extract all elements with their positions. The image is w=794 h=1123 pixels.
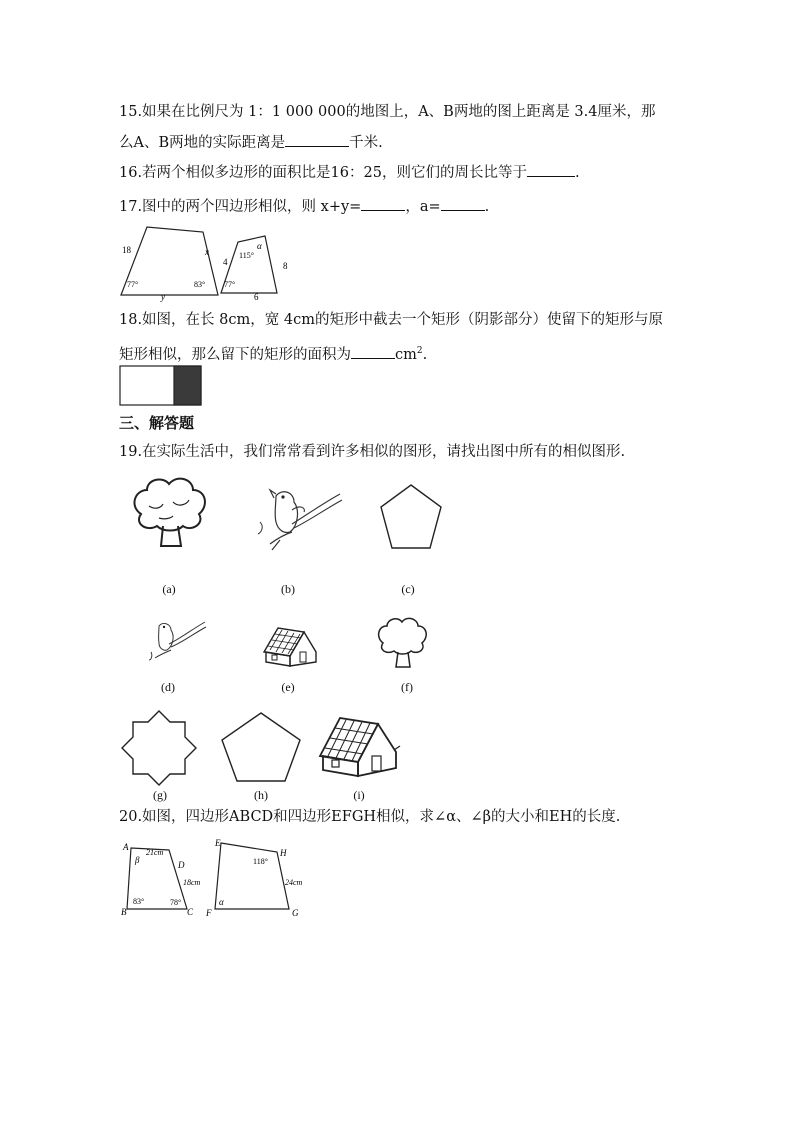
q18-line2 <box>119 342 427 364</box>
q20-label-c: C <box>187 907 194 917</box>
q20-side-24cm: 24cm <box>285 878 303 887</box>
q20-angle-alpha: α <box>219 897 224 907</box>
small-bird-body-icon <box>159 623 174 650</box>
q17-right-angle-115: 115° <box>239 251 254 260</box>
q19-caption-e: (e) <box>281 680 295 694</box>
q19-figure-i-house <box>316 712 402 782</box>
q19-caption-i: (i) <box>353 788 365 802</box>
q19-caption-b: (b) <box>281 582 295 596</box>
q20-label-e: E <box>215 838 221 848</box>
pentagon-small-icon <box>381 485 441 548</box>
q15-line2-text: 么A、B两地的实际距离是 <box>119 135 286 151</box>
small-tree-canopy-icon <box>379 618 427 654</box>
q15-line1: 15.如果在比例尺为 1：1 000 000的地图上，A、B两地的图上距离是 3.4厘米，那 <box>119 104 656 120</box>
q19-line: 19.在实际生活中，我们常常看到许多相似的图形，请找出图中所有的相似图形. <box>119 444 626 460</box>
q17-right-angle-77: 77° <box>224 280 236 289</box>
q17-end: . <box>484 199 490 215</box>
q20-label-b: B <box>121 907 127 917</box>
pentagon-large-icon <box>222 713 300 781</box>
q19-figure-d-bird <box>145 618 207 664</box>
q17-left-angle-77: 77° <box>127 280 139 289</box>
q16-end: . <box>574 165 580 181</box>
q17-right-side-6: 6 <box>254 292 259 302</box>
q19-figure-a-tree <box>129 474 211 552</box>
bird-body-icon <box>275 492 297 533</box>
q16-line <box>119 164 580 182</box>
q20-angle-118: 118° <box>253 857 268 866</box>
q20-figure <box>115 838 315 920</box>
q20-label-h: H <box>280 848 287 858</box>
bird-branch-icon <box>270 532 292 550</box>
q18-unit-sup: 2 <box>416 346 423 356</box>
q17-right-side-8: 8 <box>283 261 288 271</box>
bird-tail-icon <box>292 494 342 528</box>
q20-angle-beta: β <box>135 855 140 865</box>
eight-point-star-icon <box>122 711 196 785</box>
q20-line: 20.如图，四边形ABCD和四边形EFGH相似，求∠α、∠β的大小和EH的长度. <box>119 809 621 825</box>
q18-end: . <box>422 346 428 363</box>
q19-caption-c: (c) <box>401 582 415 596</box>
q17-blank-xy[interactable] <box>361 198 405 211</box>
q18-line2-text: 矩形相似，那么留下的矩形的面积为 <box>119 346 351 363</box>
q16-text: 16.若两个相似多边形的面积比是16：25，则它们的周长比等于 <box>119 165 527 181</box>
q20-label-g: G <box>292 908 299 918</box>
q17-right-angle-alpha: α <box>257 241 262 251</box>
q20-side-21cm: 21cm <box>146 848 164 857</box>
q17-figure <box>118 220 296 302</box>
q19-caption-f: (f) <box>401 680 413 694</box>
q15-line2 <box>119 134 383 152</box>
q20-label-f: F <box>206 908 212 918</box>
q15-line2-end: 千米. <box>349 135 383 151</box>
q19-figure-g-star <box>119 708 199 788</box>
q19-figure-e-house <box>260 622 322 670</box>
q19-caption-g: (g) <box>153 788 167 802</box>
q18-shaded-rectangle <box>174 366 201 405</box>
q17-line <box>119 198 489 216</box>
q18-answer-blank[interactable] <box>351 346 395 359</box>
q17-blank-a[interactable] <box>441 198 485 211</box>
q20-angle-78: 78° <box>170 898 182 907</box>
q20-label-d: D <box>178 860 185 870</box>
q17-mid: ，a= <box>405 199 441 215</box>
q19-figure-c-pentagon <box>378 482 444 552</box>
q19-figure-f-tree <box>375 615 429 671</box>
q17-left-angle-83: 83° <box>194 280 206 289</box>
q17-text: 17.图中的两个四边形相似，则 x+y= <box>119 199 362 215</box>
q20-label-a: A <box>123 842 129 852</box>
tree-canopy-icon <box>134 479 204 531</box>
q19-figure-b-bird <box>252 482 344 558</box>
q16-answer-blank[interactable] <box>527 164 575 177</box>
q19-caption-a: (a) <box>162 582 176 596</box>
q20-side-18cm: 18cm <box>183 878 201 887</box>
q17-left-side-y: y <box>161 292 165 302</box>
q19-caption-d: (d) <box>161 680 175 694</box>
q17-left-side-18: 18 <box>122 245 131 255</box>
q19-caption-h: (h) <box>254 788 268 802</box>
section-title: 三、解答题 <box>119 414 195 432</box>
q18-unit: cm <box>395 346 417 363</box>
q18-rectangle-figure <box>119 365 203 407</box>
q17-right-side-4: 4 <box>223 257 228 267</box>
q19-figure-h-pentagon <box>218 710 304 784</box>
q15-answer-blank[interactable] <box>285 134 349 147</box>
q18-line1: 18.如图，在长 8cm，宽 4cm的矩形中截去一个矩形（阴影部分）使留下的矩形与原 <box>119 312 663 328</box>
small-house-wall-icon <box>266 652 290 666</box>
q20-quadrilateral-efgh <box>215 843 289 909</box>
q17-left-side-x: x <box>205 247 209 257</box>
q20-angle-83: 83° <box>133 897 145 906</box>
